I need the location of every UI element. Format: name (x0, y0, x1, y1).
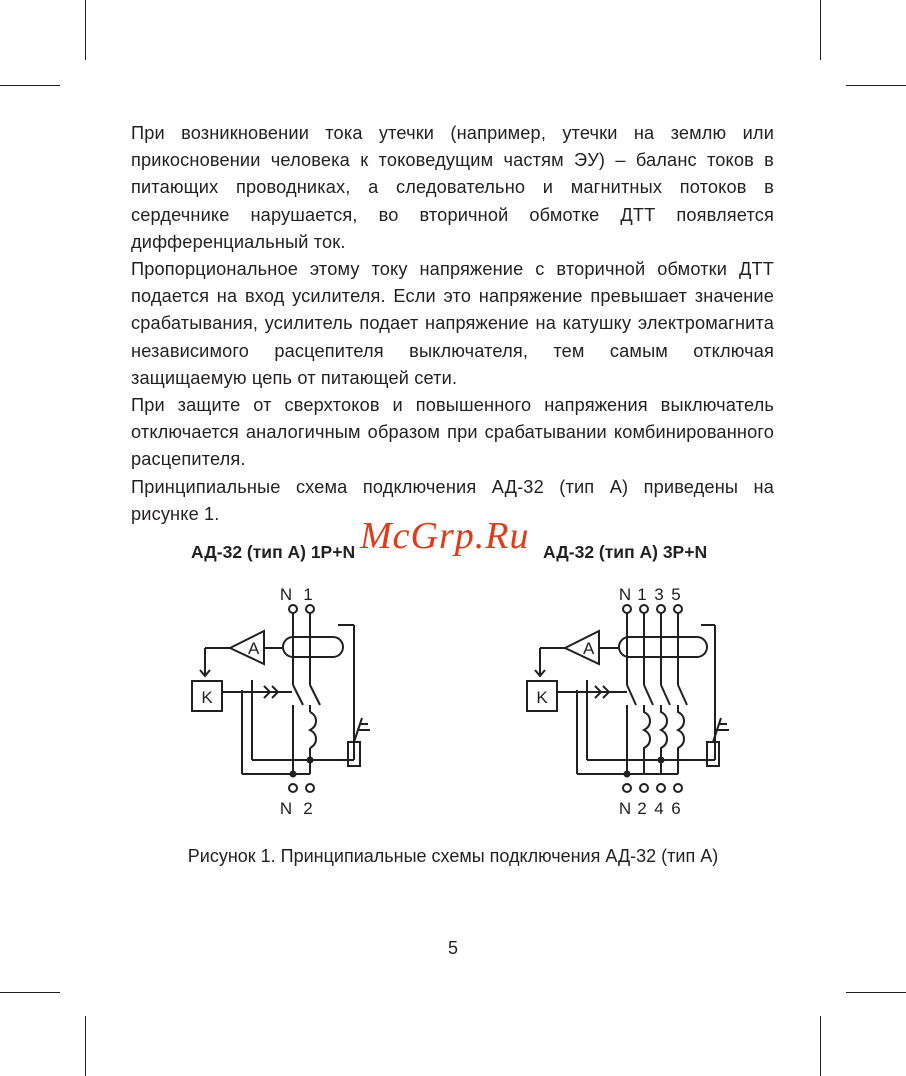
crop-mark (85, 1016, 86, 1076)
relay-label: K (201, 688, 213, 707)
crop-mark (846, 85, 906, 86)
terminal-label: 6 (671, 799, 681, 818)
terminal-label: 2 (303, 799, 313, 818)
terminal-label: 1 (303, 585, 313, 604)
figure-caption: Рисунок 1. Принципиальные схемы подключения АД-32 (тип А) (187, 846, 719, 866)
terminal-label: 5 (671, 585, 681, 604)
amplifier-label: A (583, 639, 595, 658)
terminal-label: N (618, 799, 632, 818)
paragraph: Принципиальные схема подключения АД-32 (тип А) приведены на рисунке 1. (131, 476, 774, 524)
page-number: 5 (447, 938, 458, 958)
crop-mark (820, 0, 821, 60)
crop-mark (85, 0, 86, 60)
terminal-label: 3 (654, 585, 664, 604)
diagram-title-1p: АД-32 (тип А) 1P+N (191, 542, 356, 562)
terminal-label: N (618, 585, 632, 604)
crop-mark (0, 992, 60, 993)
amplifier-label: A (248, 639, 260, 658)
wiring-diagram-3p (515, 580, 745, 820)
paragraph: При возникновении тока утечки (например, утечки на землю или прикосновении человека к токоведущим частям ЭУ) – баланс токов в питающих проводниках, а следовательно и магнитных потоков в сердечнике нарушается, во вторичной обмотке ДТТ появляется дифференциальный ток. (131, 123, 774, 252)
wiring-diagram-1p (180, 580, 380, 820)
terminal-label: N (279, 585, 293, 604)
terminal-label: N (279, 799, 293, 818)
crop-mark (820, 1016, 821, 1076)
terminal-label: 1 (637, 585, 647, 604)
body-text (131, 120, 774, 528)
terminal-label: 4 (654, 799, 664, 818)
diagram-title-3p: АД-32 (тип А) 3P+N (543, 542, 708, 562)
relay-label: K (536, 688, 548, 707)
crop-mark (0, 85, 60, 86)
paragraph: Пропорциональное этому току напряжение с вторичной обмотки ДТТ подается на вход усилителя. Если это напряжение превышает значение срабатывания, усилитель подает напряжение на катушку электромагнита независимого расцепителя выключателя, тем самым отключая защищаемую цепь от питающей сети. (131, 259, 774, 388)
terminal-label: 2 (637, 799, 647, 818)
crop-mark (846, 992, 906, 993)
watermark: McGrp.Ru (360, 515, 530, 557)
paragraph: При защите от сверхтоков и повышенного напряжения выключатель отключается аналогичным образом при срабатывании комбинированного расцепителя. (131, 395, 774, 470)
